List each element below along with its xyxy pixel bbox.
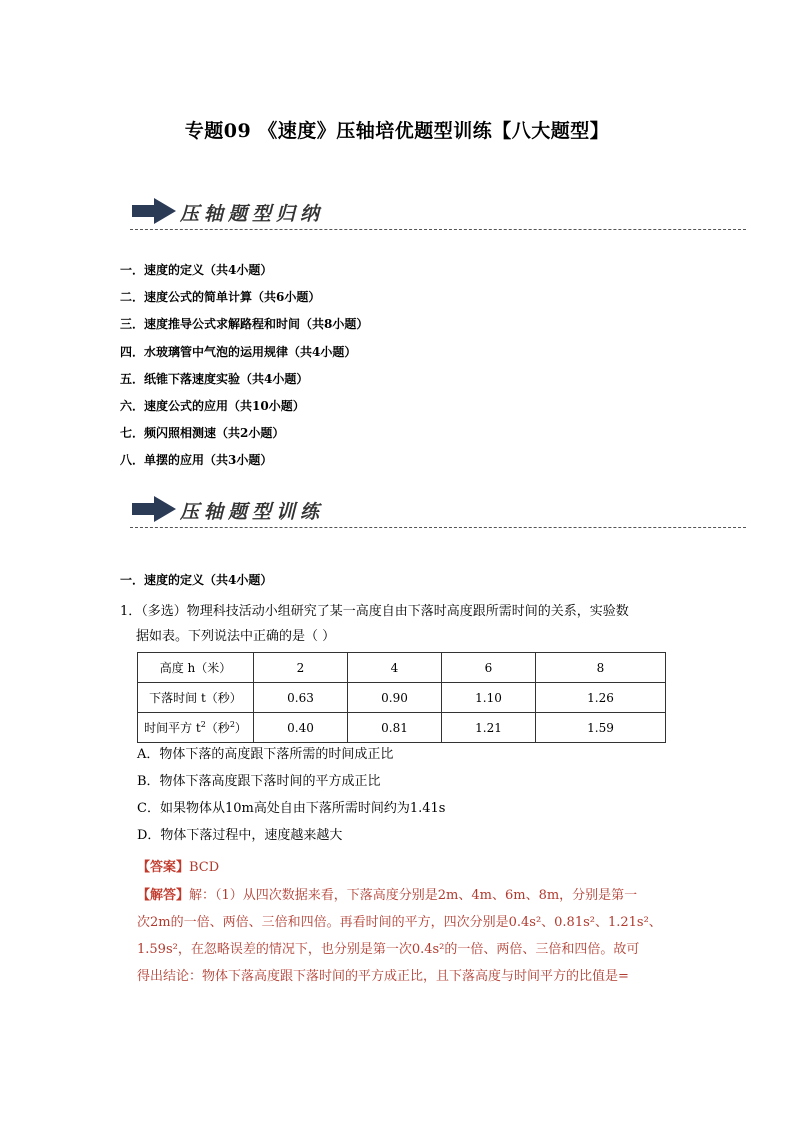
option-a: A．物体下落的高度跟下落所需的时间成正比 [137, 747, 394, 762]
topic-item: 七．频闪照相测速（共2小题） [120, 426, 285, 441]
table-cell: 0.90 [348, 683, 442, 713]
topic-item: 二．速度公式的简单计算（共6小题） [120, 290, 321, 305]
analysis-tag: 【解答】 [137, 888, 190, 903]
analysis-line: 次2m的一倍、两倍、三倍和四倍。再看时间的平方，四次分别是0.4s²、0.81s²、1.21s²、 [137, 915, 662, 930]
table-cell: 1.10 [442, 683, 536, 713]
answer-options [137, 746, 445, 854]
topic-item: 五．纸锥下落速度实验（共4小题） [120, 371, 309, 386]
analysis-line: 得出结论：物体下落高度跟下落时间的平方成正比，且下落高度与时间平方的比值是= [137, 969, 629, 984]
arrow-right-icon [130, 494, 178, 524]
table-cell: 1.59 [536, 713, 666, 743]
section-banner-summary [130, 196, 746, 230]
analysis-block [137, 882, 685, 990]
topic-item: 八．单摆的应用（共3小题） [120, 453, 273, 468]
option-c: C．如果物体从10m高处自由下落所需时间约为1.41s [137, 801, 446, 816]
option-d: D．物体下落过程中，速度越来越大 [137, 828, 343, 843]
topic-item: 三．速度推导公式求解路程和时间（共8小题） [120, 317, 369, 332]
table-row [138, 713, 666, 743]
data-table [137, 652, 666, 743]
answer-line [137, 856, 219, 875]
banner-title: 压轴题型训练 [180, 501, 325, 523]
table-cell: 1.26 [536, 683, 666, 713]
table-cell: 0.63 [254, 683, 348, 713]
section-heading: 一．速度的定义（共4小题） [120, 573, 273, 587]
question-line: 据如表。下列说法中正确的是（ ） [136, 629, 336, 644]
table-cell: 时间平方 $t^2$（秒$^2$） [138, 713, 254, 743]
arrow-right-icon [130, 196, 178, 226]
table-cell: 6 [442, 653, 536, 683]
table-cell: 2 [254, 653, 348, 683]
question-line: 1．（多选）物理科技活动小组研究了某一高度自由下落时高度跟所需时间的关系，实验数 [120, 604, 629, 619]
table-cell: 高度 h（米） [138, 653, 254, 683]
table-cell: 1.21 [442, 713, 536, 743]
topic-item: 四．水玻璃管中气泡的运用规律（共4小题） [120, 344, 357, 359]
dashed-divider [130, 527, 746, 528]
analysis-line: 【解答】解：（1）从四次数据来看，下落高度分别是2m、4m、6m、8m，分别是第一 [137, 888, 638, 903]
dashed-divider [130, 229, 746, 230]
table-row [138, 653, 666, 683]
table-cell: 下落时间 t（秒） [138, 683, 254, 713]
topic-item: 六．速度公式的应用（共10小题） [120, 398, 305, 413]
table-row [138, 683, 666, 713]
section-banner-training [130, 494, 746, 528]
topic-item: 一．速度的定义（共4小题） [120, 263, 273, 277]
table-cell: 0.81 [348, 713, 442, 743]
table-cell: 0.40 [254, 713, 348, 743]
table-cell: 8 [536, 653, 666, 683]
table-cell: 4 [348, 653, 442, 683]
banner-title: 压轴题型归纳 [180, 203, 325, 225]
option-b: B．物体下落高度跟下落时间的平方成正比 [137, 774, 381, 789]
page-title: 专题09 《速度》压轴培优题型训练【八大题型】 [184, 120, 610, 142]
answer-value: BCD [189, 860, 220, 875]
topic-list [120, 262, 368, 480]
analysis-line: 1.59s²，在忽略误差的情况下，也分别是第一次0.4s²的一倍、两倍、三倍和四倍。故可 [137, 942, 640, 957]
question-stem [120, 599, 680, 649]
answer-tag: 【答案】 [137, 860, 190, 875]
